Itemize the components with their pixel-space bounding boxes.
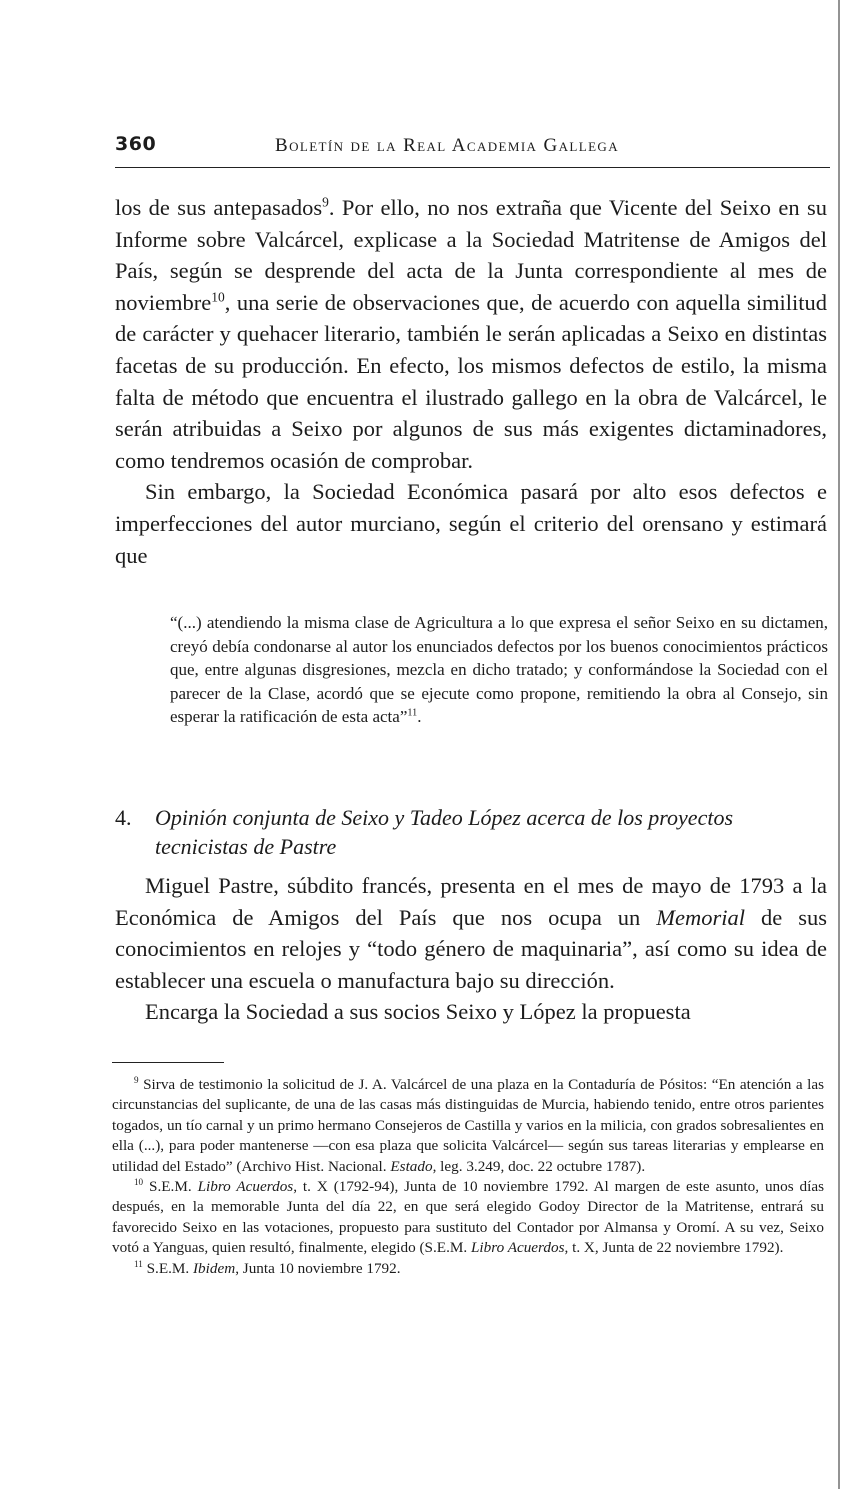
section-paragraph-1-text-b: de sus conocimientos en relojes y “todo género de maquinaria”, así como su idea de establecer una escuela o manufactura bajo su dirección. [115,904,827,993]
footnote-divider [112,1062,224,1063]
footnote-9-mark: 9 [134,1074,139,1085]
section-number: 4. [115,805,132,830]
footnote-11-text-b: , Junta 10 noviembre 1792. [235,1259,401,1277]
footnote-9-italic: Estado [390,1157,433,1175]
footnote-11-mark: 11 [134,1258,143,1269]
footnote-11-italic: Ibidem [193,1259,236,1277]
body-paragraph-2: Sin embargo, la Sociedad Económica pasará por alto esos defectos e imperfecciones del autor murciano, según el criterio del orensano y estimará que [115,479,827,568]
footnote-ref-11: 11 [407,707,418,719]
body-paragraph-1 [115,192,827,476]
running-title: Boletín de la Real Academia Gallega [275,135,619,156]
body-paragraph-1-text-a: los de sus antepasados [115,195,323,220]
section-paragraph-1-text-a: Miguel Pastre, súbdito francés, presenta en el mes de mayo de 1793 a la Económica de Amigos del País que nos ocupa un [115,873,827,930]
page-header [115,133,830,168]
footnote-ref-9: 9 [322,194,329,210]
section-heading [115,803,827,861]
footnote-ref-10: 10 [211,289,225,305]
section-title: Opinión conjunta de Seixo y Tadeo López acerca de los proyectos tecnicistas de Pastre [155,805,734,859]
scan-edge-line [838,0,840,1489]
body-paragraph-1-text-b: . Por ello, no nos extraña que Vicente del Seixo en su Informe sobre Valcárcel, explicase a la Sociedad Matritense de Amigos del País, según se desprende del acta de la Junta correspondiente al mes de noviembre [115,195,827,315]
footnote-10 [112,1177,824,1259]
footnote-10-text-a: S.E.M. [149,1178,198,1196]
footnote-9-text-b: , leg. 3.249, doc. 22 octubre 1787). [432,1157,646,1175]
section-text-block [115,870,827,1028]
memorial-title: Memorial [656,904,746,930]
footnotes [112,1075,824,1279]
footnote-10-italic-2: Libro Acuerdos [470,1239,565,1257]
quote-text: “(...) atendiendo la misma clase de Agricultura a lo que expresa el señor Seixo en su dictamen, creyó debía condonarse al autor los enunciados defectos por los buenos conocimientos prácticos que, entre algunas disgresiones, mezcla en dicho tratado; y conformándose la Sociedad con el parecer de la Clase, acordó que se ejecute como propone, remitiendo la obra al Consejo, sin esperar la ratificación de esta acta” [170,613,828,726]
footnote-9-text-a: Sirva de testimonio la solicitud de J. A. Valcárcel de una plaza en la Contaduría de Pósitos: “En atención a las circunstancias del suplicante, de una de las casas más distinguidas de Murcia, habiendo tenido, entre otros parientes togados, un tío carnal y un primo hermano Consejeros de Castilla y varios en la milicia, con grados sobresalientes en ella (...), para poder mantenerse —con esa plaza que solicita Valcárcel— según sus tareas literarias y emplearse en utilidad del Estado” (Archivo Hist. Nacional. [112,1076,824,1175]
footnote-10-italic-1: Libro Acuerdos [197,1178,294,1196]
footnote-10-text-b: , t. X (1792-94), Junta de 10 noviembre 1792. Al margen de este asunto, unos días después, en la memorable Junta del día 22, en que será elegido Godoy Director de la Matritense, entrará su favorecido Seixo en las votaciones, propuesto para sustituto del Contador por Almansa y Oromí. A su vez, Seixo votó a Yanguas, quien resultó, finalmente, elegido (S.E.M. [112,1178,825,1257]
footnote-11-text-a: S.E.M. [146,1259,193,1277]
section-paragraph-2: Encarga la Sociedad a sus socios Seixo y López la propuesta [145,999,691,1025]
main-text-block [115,192,827,571]
block-quote [170,611,828,729]
page-number: 360 [115,133,157,155]
footnote-11 [112,1259,824,1279]
footnote-10-mark: 10 [134,1176,144,1187]
section-paragraph-1 [115,870,827,996]
quote-end: . [417,707,422,726]
body-paragraph-1-text-c: , una serie de observaciones que, de acuerdo con aquella similitud de carácter y quehacer literario, también le serán aplicadas a Seixo en distintas facetas de su producción. En efecto, los mismos defectos de estilo, la misma falta de método que encuentra el ilustrado gallego en la obra de Valcárcel, le serán atribuidas a Seixo por algunos de sus más exigentes dictaminadores, como tendremos ocasión de comprobar. [115,289,827,473]
footnote-10-text-c: , t. X, Junta de 22 noviembre 1792). [564,1239,784,1257]
footnote-9 [112,1075,824,1177]
